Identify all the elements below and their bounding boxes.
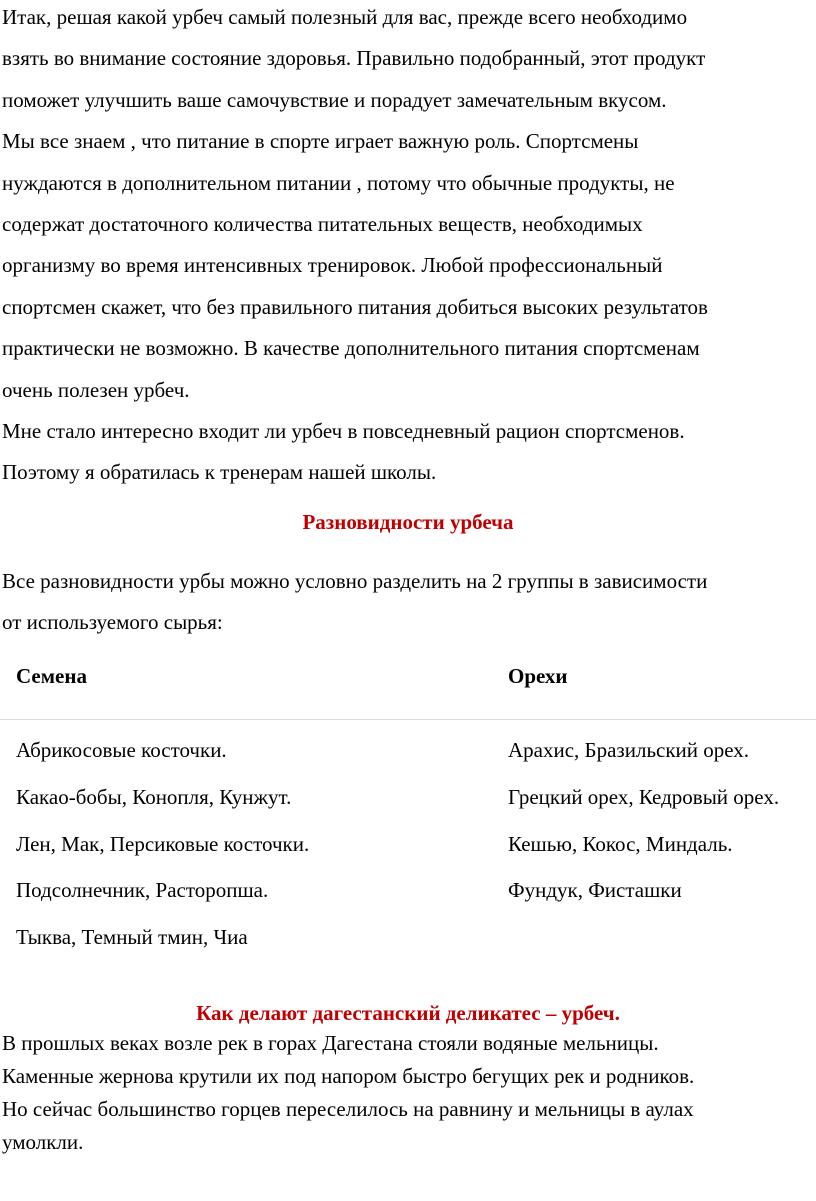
intro-paragraph <box>2 0 814 494</box>
section-heading-how-made: Как делают дагестанский деликатес – урбеч. <box>196 1001 620 1025</box>
list-item: Грецкий орех, Кедровый орех. <box>508 784 780 809</box>
list-item: Арахис, Бразильский орех. <box>508 738 750 762</box>
list-item: Кешью, Кокос, Миндаль. <box>508 831 733 856</box>
column-header-nuts: Орехи <box>508 664 568 688</box>
intro-line: поможет улучшить ваше самочувствие и порадует замечательным вкусом. <box>2 87 667 112</box>
how-made-line: В прошлых веках возле рек в горах Дагестана стояли водяные мельницы. <box>2 1031 659 1055</box>
intro-line: Мы все знаем , что питание в спорте играет важную роль. Спортсмены <box>2 129 639 154</box>
intro-line: содержат достаточного количества питательных веществ, необходимых <box>2 212 643 237</box>
how-made-line: умолкли. <box>2 1130 84 1154</box>
intro-line: практически не возможно. В качестве дополнительного питания спортсменам <box>2 336 700 361</box>
seeds-list <box>16 727 309 961</box>
intro-line: Мне стало интересно входит ли урбеч в повседневный рацион спортсменов. <box>2 419 685 444</box>
intro-line: спортсмен скажет, что без правильного питания добиться высоких результатов <box>2 294 708 319</box>
list-item: Какао-бобы, Конопля, Кунжут. <box>16 784 292 809</box>
column-header-seeds: Семена <box>16 664 87 688</box>
intro-line: нуждаются в дополнительном питании , потому что обычные продукты, не <box>2 170 675 195</box>
list-item: Абрикосовые косточки. <box>16 738 227 762</box>
intro-line: организму во время интенсивных тренировок. Любой профессиональный <box>2 253 663 278</box>
list-item: Подсолнечник, Расторопша. <box>16 878 269 903</box>
varieties-line: от используемого сырья: <box>2 610 223 635</box>
list-item: Тыква, Темный тмин, Чиа <box>16 925 248 950</box>
nuts-list <box>508 727 779 914</box>
section-heading-varieties: Разновидности урбеча <box>302 510 514 534</box>
intro-line: взять во внимание состояние здоровья. Правильно подобранный, этот продукт <box>2 46 706 71</box>
list-item: Фундук, Фисташки <box>508 878 682 903</box>
intro-line: Поэтому я обратилась к тренерам нашей школы. <box>2 460 437 485</box>
how-made-paragraph <box>2 1027 814 1159</box>
intro-line: Итак, решая какой урбеч самый полезный для вас, прежде всего необходимо <box>2 5 688 29</box>
list-item: Лен, Мак, Персиковые косточки. <box>16 831 310 856</box>
intro-line: очень полезен урбеч. <box>2 377 190 402</box>
how-made-line: Каменные жернова крутили их под напором быстро бегущих рек и родников. <box>2 1064 695 1088</box>
varieties-line: Все разновидности урбы можно условно разделить на 2 группы в зависимости <box>2 569 708 593</box>
varieties-paragraph <box>2 561 814 644</box>
how-made-line: Но сейчас большинство горцев переселилось на равнину и мельницы в аулах <box>2 1097 694 1121</box>
table-divider <box>0 719 816 720</box>
